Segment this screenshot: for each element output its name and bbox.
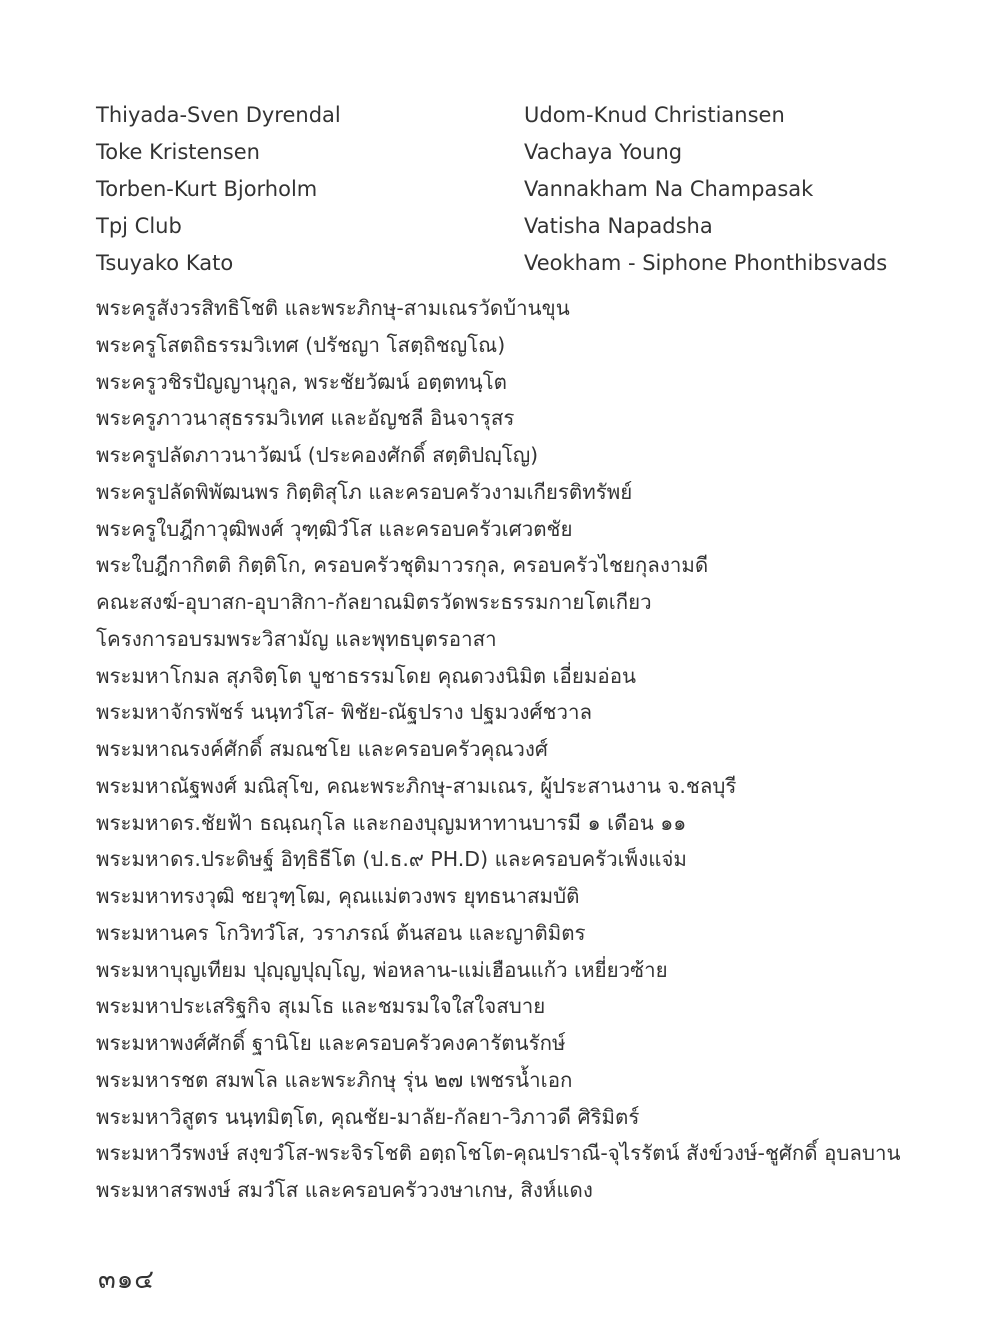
thai-sponsor-line: พระมหาโกมล สุภจิตฺโต บูชาธรรมโดย คุณดวงนิมิต เอี่ยมอ่อน: [96, 663, 637, 688]
left-name-column: [96, 97, 524, 282]
name-entry: Veokham - Siphone Phonthibsvads: [524, 251, 888, 275]
name-entry: Vachaya Young: [524, 140, 683, 164]
name-entry: Tsuyako Kato: [96, 251, 234, 275]
thai-sponsor-line: พระมหานคร โกวิทวํโส, วราภรณ์ ต้นสอน และญาติมิตร: [96, 920, 586, 945]
thai-sponsor-line: พระมหาพงศ์ศักดิ์ ฐานิโย และครอบครัวคงคารัตนรักษ์: [96, 1031, 566, 1055]
thai-sponsor-line: พระครูภาวนาสุธรรมวิเทศ และอัญชลี อินจารุสร: [96, 406, 515, 431]
thai-sponsor-line: พระครูปลัดภาวนาวัฒน์ (ประคองศักดิ์ สตฺติปญฺโญ): [96, 443, 539, 467]
thai-sponsor-line: คณะสงฆ์-อุบาสก-อุบาสิกา-กัลยาณมิตรวัดพระธรรมกายโตเกียว: [96, 590, 652, 614]
thai-sponsor-line: พระมหาวิสูตร นนฺทมิตฺโต, คุณชัย-มาลัย-กัลยา-วิภาวดี ศิริมิตร์: [96, 1104, 640, 1129]
thai-sponsor-line: พระมหาณัฐพงศ์ มณิสุโข, คณะพระภิกษุ-สามเณร, ผู้ประสานงาน จ.ชลบุรี: [96, 773, 737, 798]
thai-sponsor-line: พระมหาสรพงษ์ สมวํโส และครอบครัววงษาเกษ, สิงห์แดง: [96, 1178, 593, 1202]
thai-sponsor-line: พระครูสังวรสิทธิโชติ และพระภิกษุ-สามเณรวัดบ้านขุน: [96, 296, 570, 320]
thai-sponsor-line: พระมหาจักรพัชร์ นนฺทวํโส- พิชัย-ณัฐปราง ปฐมวงศ์ชวาล: [96, 700, 593, 725]
thai-sponsor-line: พระมหาณรงค์ศักดิ์ สมณชโย และครอบครัวคุณวงศ์: [96, 737, 548, 761]
name-entry: Toke Kristensen: [96, 140, 260, 164]
thai-sponsor-line: โครงการอบรมพระวิสามัญ และพุทธบุตรอาสา: [96, 626, 497, 651]
thai-sponsor-line: พระครูปลัดพิพัฒนพร กิตฺติสุโภ และครอบครัวงามเกียรติทรัพย์: [96, 479, 633, 504]
page-number: ๓๑๔: [98, 1265, 155, 1295]
thai-sponsor-line: พระครูโสตถิธรรมวิเทศ (ปรัชญา โสตฺถิชญโณ): [96, 332, 506, 357]
thai-sponsor-list: [96, 290, 926, 1209]
thai-sponsor-line: พระมหาทรงวุฒิ ชยวุฑฺโฒ, คุณแม่ตวงพร ยุทธนาสมบัติ: [96, 884, 580, 908]
name-entry: Udom-Knud Christiansen: [524, 103, 785, 127]
thai-sponsor-line: พระมหาประเสริฐกิจ สุเมโธ และชมรมใจใสใจสบาย: [96, 994, 546, 1019]
thai-sponsor-line: พระมหาดร.ประดิษฐ์ อิทฺธิธีโต (ป.ธ.๙ PH.D) และครอบครัวเพ็งแจ่ม: [96, 847, 687, 872]
thai-sponsor-line: พระใบฎีกากิตติ กิตฺติโก, ครอบครัวชุติมาวรกุล, ครอบครัวไชยกุลงามดี: [96, 553, 709, 578]
name-entry: Torben-Kurt Bjorholm: [96, 177, 318, 201]
thai-sponsor-line: พระครูใบฎีกาวุฒิพงศ์ วุฑฺฒิวํโส และครอบครัวเศวตชัย: [96, 516, 573, 541]
right-name-column: [524, 97, 916, 282]
thai-sponsor-line: พระครูวชิรปัญญานุกูล, พระชัยวัฒน์ อตฺตทนฺโต: [96, 369, 507, 394]
name-entry: Thiyada-Sven Dyrendal: [96, 103, 341, 127]
thai-sponsor-line: พระมหาบุญเทียม ปุญฺญปุญฺโญ, พ่อหลาน-แม่เฮือนแก้ว เหยี่ยวซ้าย: [96, 957, 668, 982]
thai-sponsor-line: พระมหาดร.ชัยฟ้า ธณฺณกุโล และกองบุญมหาทานบารมี ๑ เดือน ๑๑: [96, 810, 687, 835]
thai-sponsor-line: พระมหาวีรพงษ์ สงฺขวํโส-พระจิรโชติ อตฺถโชโต-คุณปราณี-จุไรรัตน์ สังข์วงษ์-ชูศักดิ์ อุบลบาน: [96, 1141, 901, 1166]
name-entry: Vannakham Na Champasak: [524, 177, 814, 201]
name-entry: Vatisha Napadsha: [524, 214, 713, 238]
thai-sponsor-line: พระมหารชต สมพโล และพระภิกษุ รุ่น ๒๗ เพชรน้ำเอก: [96, 1067, 573, 1092]
name-entry: Tpj Club: [96, 214, 182, 238]
sponsor-name-columns: [96, 97, 916, 282]
